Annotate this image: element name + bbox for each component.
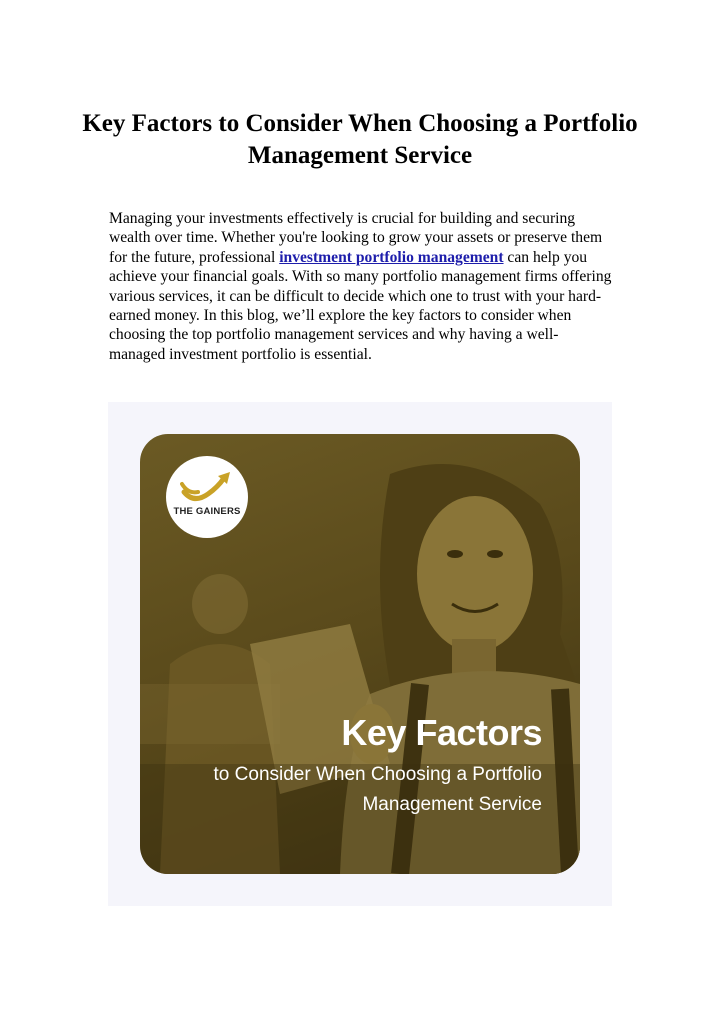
banner-headline: Key Factors bbox=[341, 712, 542, 753]
banner-subheadline: to Consider When Choosing a Portfolio Management Service bbox=[213, 764, 542, 815]
banner-image bbox=[108, 402, 612, 906]
intro-text-before-link: Managing your investments effectively is crucial for building and securing wealth over time. Whether you're looking to grow your assets or preserve them for the future, professional bbox=[109, 210, 603, 266]
investment-portfolio-management-link[interactable]: investment portfolio management bbox=[279, 248, 504, 266]
gold-arrow-icon bbox=[180, 470, 234, 504]
document-title: Key Factors to Consider When Choosing a Portfolio Management Service bbox=[82, 110, 638, 169]
intro-paragraph bbox=[109, 209, 614, 364]
intro-text-after-link: can help you achieve your financial goals. With so many portfolio management firms offering various services, it can be difficult to decide which one to trust with your hard-earned money. In this blog, we’ll explore the key factors to consider when choosing the top portfolio management services and why having a well-managed investment portfolio is essential. bbox=[109, 248, 612, 363]
banner-card bbox=[140, 434, 580, 874]
logo-text: THE GAINERS bbox=[173, 506, 241, 517]
the-gainers-logo bbox=[166, 456, 248, 538]
